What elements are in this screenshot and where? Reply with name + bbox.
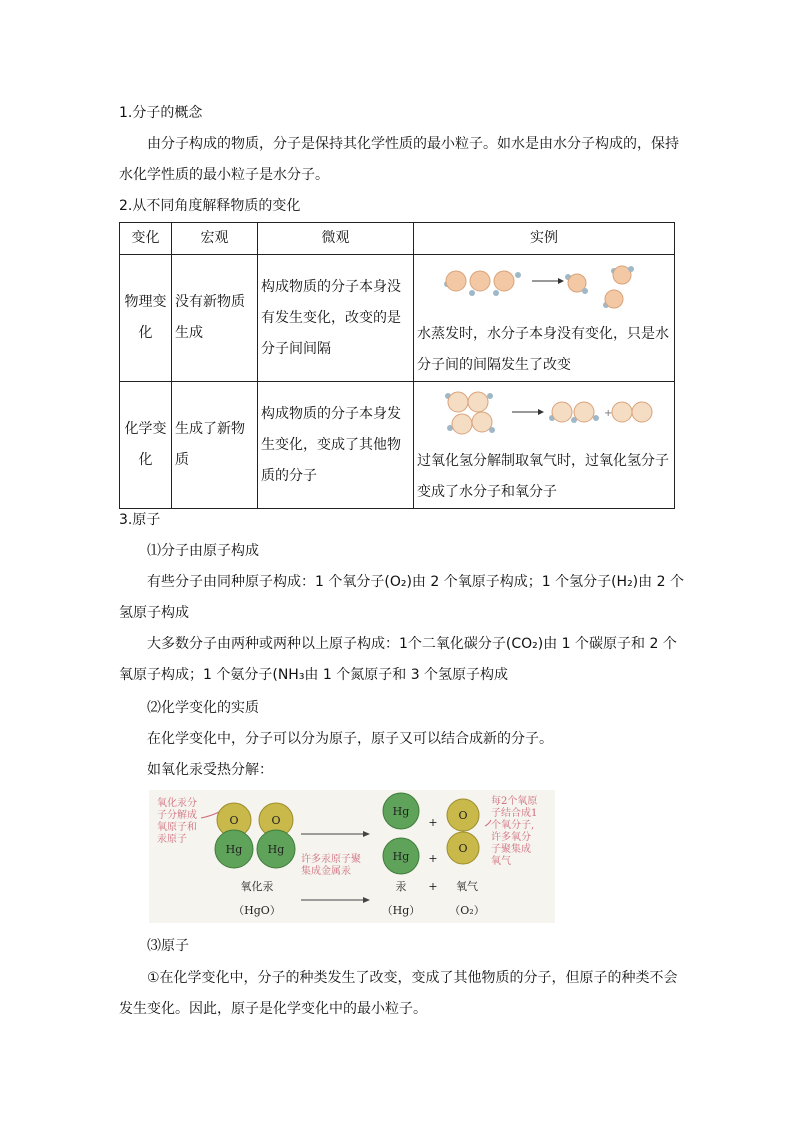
note-left-line: 氧化汞分 [157,798,197,809]
hgo-molecules [215,803,295,868]
subsection-1-p1-line1: 有些分子由同种原子构成：1 个氧分子(O₂)由 2 个氧原子构成；1 个氢分子(H₂)由 2 个 [147,574,684,590]
note-right-line: 个氧分子, [491,820,535,831]
label-hgo: 氧化汞 [240,880,274,893]
note-right-line: 子聚集成 [491,844,531,855]
subsection-1-p2-line2: 氧原子构成；1 个氨分子(NH₃由 1 个氮原子和 3 个氢原子构成 [119,667,509,683]
cell-example [414,382,675,509]
section-3-heading: 3.原子 [119,512,161,528]
atom-hg-label: Hg [267,843,285,856]
cell-macro: 没有新物质生成 [172,255,258,382]
water-and-oxygen-molecules [549,402,652,423]
plus-sign: + [428,816,438,829]
table-row [120,382,675,509]
water-evaporation-illustration [428,257,660,315]
section-1-paragraph-line1: 由分子构成的物质，分子是保持其化学性质的最小粒子。如水是由水分子构成的，保持 [147,136,679,152]
subsection-1-title: ⑴分子由原子构成 [147,543,259,559]
section-2-heading: 2.从不同角度解释物质的变化 [119,198,301,214]
subsection-1-p1-line2: 氢原子构成 [119,605,189,621]
atom-o-label: O [271,814,281,827]
header-change: 变化 [120,223,172,255]
label-o2: 氧气 [456,880,478,893]
formula-hgo: （HgO） [233,904,281,917]
cell-micro: 构成物质的分子本身没有发生变化，改变的是分子间间隔 [258,255,414,382]
header-micro: 微观 [258,223,414,255]
subsection-2-p1: 在化学变化中，分子可以分为原子，原子又可以结合成新的分子。 [147,731,553,747]
atom-o-label: O [229,814,239,827]
cell-example [414,255,675,382]
header-example: 实例 [414,223,675,255]
table-row [120,255,675,382]
cell-change: 物理变化 [120,255,172,382]
cell-example-text: 水蒸发时，水分子本身没有变化，只是水分子间的间隔发生了改变 [417,326,669,373]
decomposition-diagram [149,790,555,923]
note-right-line: 许多氧分 [491,832,531,843]
header-macro: 宏观 [172,223,258,255]
water-molecule-cluster [444,271,521,296]
arrow-right-icon [363,897,370,903]
subsection-3-p1-line1: ①在化学变化中，分子的种类发生了改变，变成了其他物质的分子，但原子的种类不会 [147,970,678,986]
formula-hg: （Hg） [381,904,421,917]
subsection-3-p1-line2: 发生变化。因此，原子是化学变化中的最小粒子。 [119,1001,427,1017]
atom-o-label: O [458,809,468,822]
section-1-paragraph-line2: 水化学性质的最小粒子是水分子。 [119,167,329,183]
atom-hg-label: Hg [392,805,410,818]
note-right-line: 氧气 [491,856,511,867]
note-left-line: 子分解成 [157,810,197,821]
subsection-1-p2-line1: 大多数分子由两种或两种以上原子构成：1个二氧化碳分子(CO₂)由 1 个碳原子和 2 个 [147,636,677,652]
note-middle-line: 许多汞原子聚 [301,854,361,865]
svg-text:+: + [604,408,613,419]
arrow-right-icon [363,831,370,837]
atom-hg-label: Hg [225,843,243,856]
water-molecule-separated [565,266,634,308]
subsection-2-p2: 如氧化汞受热分解： [147,762,273,778]
plus-sign: + [428,852,438,865]
cell-example-text: 过氧化氢分解制取氧气时，过氧化氢分子变成了水分子和氧分子 [417,453,669,500]
mercury-oxide-decomposition-figure [149,790,555,923]
note-middle-line: 集成金属汞 [301,866,351,877]
atom-o-label: O [458,842,468,855]
table-header-row [120,223,675,255]
label-hg: 汞 [395,880,407,893]
note-left-line: 氧原子和 [157,822,197,833]
cell-change: 化学变化 [120,382,172,509]
formula-o2: （O₂） [449,904,485,917]
note-right-line: 每2个氧原 [491,796,538,807]
note-left-line: 汞原子 [157,834,187,845]
comparison-table [119,222,675,509]
cell-macro: 生成了新物质 [172,382,258,509]
peroxide-molecules [445,392,495,434]
cell-micro: 构成物质的分子本身发生变化，变成了其他物质的分子 [258,382,414,509]
subsection-2-title: ⑵化学变化的实质 [147,700,259,716]
subsection-3-title: ⑶原子 [147,938,189,954]
plus-sign: + [428,880,438,893]
note-right-line: 子结合成1 [491,808,538,819]
atom-hg-label: Hg [392,850,410,863]
hydrogen-peroxide-illustration [428,384,660,442]
section-1-heading: 1.分子的概念 [119,105,203,121]
